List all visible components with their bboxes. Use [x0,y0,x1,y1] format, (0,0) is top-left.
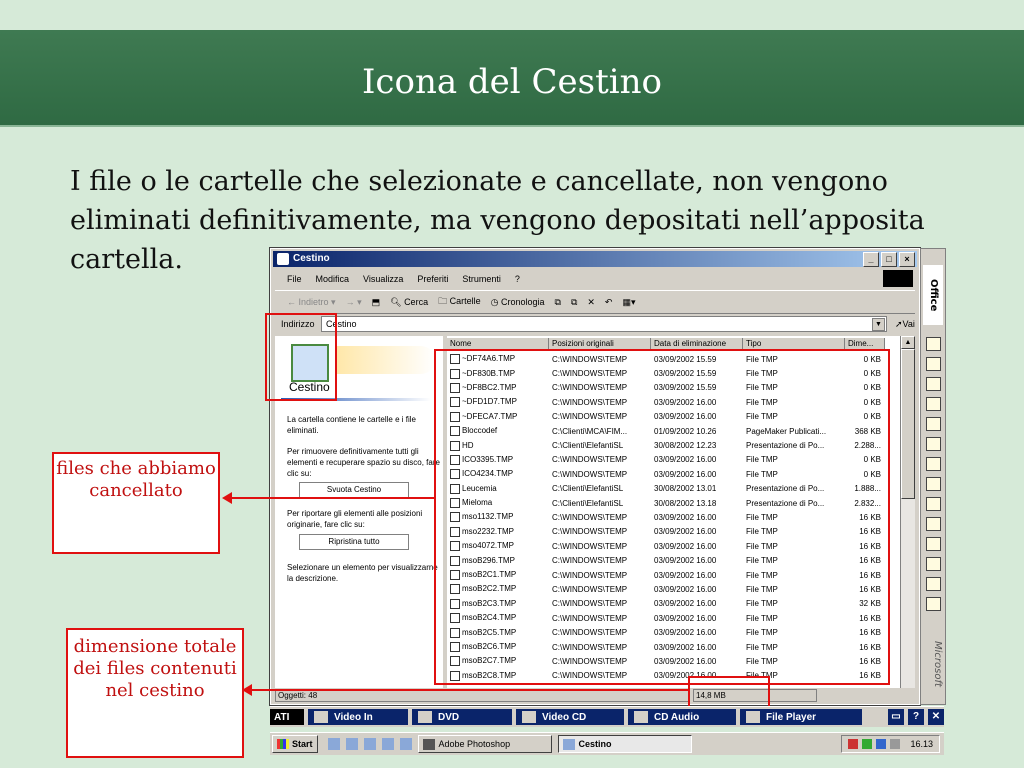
file-type: File TMP [746,599,778,609]
file-deletion-date: 03/09/2002 16.00 [654,599,717,609]
start-button[interactable] [272,735,318,753]
menu-visualizza[interactable]: Visualizza [363,274,404,284]
file-name-text: msoB2C8.TMP [462,670,517,680]
dvd-button[interactable] [412,709,512,725]
cd-audio-icon [634,711,648,723]
file-original-location: C:\WINDOWS\TEMP [552,599,628,609]
recycle-bin-task-icon [563,739,575,750]
file-size: 16 KB [859,556,881,566]
file-name-text: msoB2C4.TMP [462,613,517,623]
file-original-location: C:\WINDOWS\TEMP [552,613,628,623]
file-original-location: C:\WINDOWS\TEMP [552,354,628,364]
highlight-total-size [688,676,770,708]
file-deletion-date: 03/09/2002 16.00 [654,412,717,422]
file-type: File TMP [746,512,778,522]
system-tray [841,735,940,753]
quick-launch [328,738,412,750]
maximize-button[interactable]: □ [881,252,897,267]
file-deletion-date: 30/08/2002 12.23 [654,441,717,451]
file-name-text: msoB2C6.TMP [462,642,517,652]
file-size: 16 KB [859,584,881,594]
file-original-location: C:\WINDOWS\TEMP [552,455,628,465]
file-name-text: msoB296.TMP [462,555,515,565]
file-type: File TMP [746,541,778,551]
file-name-text: ~DFD1D7.TMP [462,397,517,407]
file-player-button[interactable] [740,709,862,725]
file-size: 16 KB [859,570,881,580]
file-size: 0 KB [863,397,881,407]
file-original-location: C:\Clienti\ElefantiSL [552,498,624,508]
file-name-text: ICO4234.TMP [462,469,514,479]
contact-icon[interactable] [926,397,941,411]
file-type: Presentazione di Po... [746,498,825,508]
microsoft-brand: Microsoft [932,641,943,687]
address-bar [275,314,915,334]
task-cestino[interactable] [558,735,692,753]
file-deletion-date: 03/09/2002 15.59 [654,354,717,364]
file-name-text: mso4072.TMP [462,541,515,551]
task-photoshop-label: Adobe Photoshop [438,739,511,749]
file-name-text: msoB2C1.TMP [462,570,517,580]
help-icon[interactable]: ? [908,709,924,725]
callout-total-size-text: dimensione totale dei files contenuti nel cestino [73,636,237,701]
arrow-head-deleted-files [222,492,232,504]
column-original-location[interactable]: Posizioni originali [549,338,651,350]
file-name-text: msoB2C7.TMP [462,656,517,666]
file-type: File TMP [746,369,778,379]
file-deletion-date: 03/09/2002 16.00 [654,469,717,479]
back-button[interactable]: ← Indietro ▾ [287,296,336,307]
file-type: File TMP [746,412,778,422]
history-label: Cronologia [500,296,545,307]
delete-icon[interactable]: ✕ [587,296,595,307]
photoshop-icon [423,739,435,750]
file-deletion-date: 03/09/2002 16.00 [654,455,717,465]
file-size: 2.288... [854,441,881,451]
file-original-location: C:\WINDOWS\TEMP [552,671,628,681]
header-swoosh [335,346,435,374]
file-original-location: C:\Clienti\ElefantiSL [552,484,624,494]
file-type: File TMP [746,455,778,465]
close-button[interactable]: × [899,252,915,267]
file-original-location: C:\WINDOWS\TEMP [552,584,628,594]
file-type: File TMP [746,527,778,537]
file-size: 368 KB [854,426,881,436]
file-deletion-date: 03/09/2002 16.00 [654,656,717,666]
up-folder-icon[interactable]: ⬒ [371,296,381,307]
video-cd-icon [522,711,536,723]
search-label: Cerca [404,296,429,307]
access-icon[interactable] [926,517,941,531]
file-deletion-date: 03/09/2002 15.59 [654,369,717,379]
file-type: PageMaker Publicati... [746,426,827,436]
info-restore-desc: Per riportare gli elementi alle posizioni originarie, fare clic su: [287,509,423,529]
ql-icon-3[interactable] [364,738,376,750]
file-size: 16 KB [859,628,881,638]
file-name-text: mso2232.TMP [462,526,515,536]
open-document-icon[interactable] [926,357,941,371]
file-deletion-date: 03/09/2002 16.00 [654,541,717,551]
new-document-icon[interactable] [926,337,941,351]
file-original-location: C:\WINDOWS\TEMP [552,383,628,393]
file-original-location: C:\WINDOWS\TEMP [552,642,628,652]
file-type: File TMP [746,613,778,623]
window-title: Cestino [293,253,330,264]
file-deletion-date: 03/09/2002 16.00 [654,671,717,681]
cd-audio-button[interactable] [628,709,736,725]
file-size: 2.832... [854,498,881,508]
go-button[interactable]: ➚Vai [895,318,915,329]
forward-button[interactable]: → ▾ [345,296,362,307]
highlight-bin-icon [265,313,337,401]
windows-flag-icon [277,739,289,749]
callout-total-size [66,628,244,758]
file-type: File TMP [746,556,778,566]
info-title: Cestino [289,380,330,394]
file-size: 0 KB [863,412,881,422]
ati-logo-icon[interactable]: ATI [270,709,304,725]
clock: 16.13 [910,739,933,749]
file-type: File TMP [746,584,778,594]
slide-body-text: I file o le cartelle che selezionate e cancellate, non vengono eliminati definitivamente, ma vengono depositati nell’apposita cartella. [70,166,925,275]
callout-deleted-files-text: files che abbiamo cancellato [56,458,216,501]
ql-icon-5[interactable] [400,738,412,750]
video-cd-label: Video CD [542,711,587,723]
file-type: File TMP [746,656,778,666]
column-name[interactable]: Nome [447,338,549,350]
file-type: File TMP [746,628,778,638]
file-original-location: C:\Clienti\ElefantiSL [552,441,624,451]
file-size: 16 KB [859,671,881,681]
address-input[interactable] [321,316,887,332]
file-name-text: ~DF8BC2.TMP [462,383,517,393]
file-type: Presentazione di Po... [746,441,825,451]
office-label[interactable]: Office [923,265,943,325]
file-name-text: ICO3395.TMP [462,455,514,465]
file-name-text: msoB2C5.TMP [462,627,517,637]
move-to-icon[interactable]: ⧉ [554,296,561,307]
file-size: 16 KB [859,541,881,551]
arrow-deleted-files [232,497,436,499]
folders-label: Cartelle [449,296,481,306]
file-name-text: msoB2C2.TMP [462,584,517,594]
file-deletion-date: 03/09/2002 16.00 [654,613,717,623]
ql-icon-2[interactable] [346,738,358,750]
restore-all-button[interactable]: Ripristina tutto [299,534,409,550]
menu-help[interactable]: ? [514,274,520,284]
back-label: Indietro [298,296,329,307]
file-deletion-date: 03/09/2002 16.00 [654,397,717,407]
video-cd-button[interactable] [516,709,624,725]
file-size: 1.888... [854,484,881,494]
search-button[interactable]: 🔍︎ Cerca [390,296,429,307]
file-deletion-date: 30/08/2002 13.01 [654,484,717,494]
media-bar [270,706,944,727]
arrow-head-total-size [242,684,252,696]
cd-audio-label: CD Audio [654,711,700,723]
file-deletion-date: 03/09/2002 16.00 [654,584,717,594]
file-name-text: ~DFECA7.TMP [462,411,518,421]
file-original-location: C:\WINDOWS\TEMP [552,570,628,580]
file-original-location: C:\WINDOWS\TEMP [552,527,628,537]
file-deletion-date: 03/09/2002 16.00 [654,512,717,522]
file-size: 0 KB [863,369,881,379]
dvd-label: DVD [438,711,460,723]
slide-title: Icona del Cestino [362,62,662,102]
file-name-text: ~DF74A6.TMP [462,354,516,364]
file-size: 16 KB [859,512,881,522]
start-label: Start [292,739,313,749]
menu-strumenti[interactable]: Strumenti [462,274,501,284]
excel-icon[interactable] [926,577,941,591]
file-name-text: Mieloma [462,498,493,508]
file-original-location: C:\WINDOWS\TEMP [552,512,628,522]
file-original-location: C:\WINDOWS\TEMP [552,628,628,638]
journal-icon[interactable] [926,477,941,491]
minimize-button[interactable]: _ [863,252,879,267]
address-value: Cestino [326,319,357,329]
file-name-text: msoB2C3.TMP [462,598,517,608]
file-type: File TMP [746,383,778,393]
tray-icon-3[interactable] [876,739,886,749]
menubar [275,270,915,288]
go-label: Vai [902,318,915,329]
file-type: File TMP [746,354,778,364]
menu-modifica[interactable]: Modifica [315,274,350,284]
file-size: 0 KB [863,354,881,364]
menu-preferiti[interactable]: Preferiti [417,274,449,284]
video-in-icon [314,711,328,723]
file-original-location: C:\WINDOWS\TEMP [552,412,628,422]
file-type: File TMP [746,570,778,580]
file-original-location: C:\WINDOWS\TEMP [552,541,628,551]
calendar-icon[interactable] [926,457,941,471]
empty-bin-button[interactable]: Svuota Cestino [299,482,409,498]
folders-button[interactable]: 🗀 Cartelle [438,296,481,306]
file-name-text: HD [462,440,474,450]
file-original-location: C:\WINDOWS\TEMP [552,469,628,479]
file-deletion-date: 03/09/2002 16.00 [654,556,717,566]
file-original-location: C:\WINDOWS\TEMP [552,556,628,566]
copy-to-icon[interactable]: ⧉ [570,296,578,307]
file-size: 0 KB [863,455,881,465]
file-deletion-date: 01/09/2002 10.26 [654,426,717,436]
task-photoshop[interactable] [418,735,552,753]
task-icon[interactable] [926,417,941,431]
dvd-icon [418,711,432,723]
office-shortcut-bar [920,248,946,705]
word-icon[interactable] [926,557,941,571]
message-icon[interactable] [926,497,941,511]
address-dropdown-icon[interactable]: ▼ [872,318,885,331]
menu-file[interactable]: File [287,274,302,284]
scroll-thumb[interactable] [901,349,915,499]
file-player-icon [746,711,760,723]
file-original-location: C:\WINDOWS\TEMP [552,369,628,379]
video-in-label: Video In [334,711,373,723]
window-titlebar[interactable] [273,251,917,267]
tray-icon-2[interactable] [862,739,872,749]
column-size[interactable]: Dime... [845,338,885,350]
file-name-text: mso1132.TMP [462,512,514,522]
windows-logo-icon [883,270,913,287]
file-type: Presentazione di Po... [746,484,825,494]
file-deletion-date: 03/09/2002 16.00 [654,570,717,580]
file-size: 16 KB [859,527,881,537]
file-deletion-date: 03/09/2002 16.00 [654,642,717,652]
file-name-text: ~DF830B.TMP [462,368,516,378]
file-size: 16 KB [859,656,881,666]
restore-bar-icon[interactable]: ▭ [888,709,904,725]
file-player-label: File Player [766,711,817,723]
file-original-location: C:\WINDOWS\TEMP [552,656,628,666]
powerpoint-icon[interactable] [926,537,941,551]
status-total-size: 14,8 MB [693,689,817,702]
file-type: File TMP [746,671,778,681]
task-cestino-label: Cestino [578,739,612,749]
file-deletion-date: 30/08/2002 13.18 [654,498,717,508]
file-deletion-date: 03/09/2002 16.00 [654,527,717,537]
file-original-location: C:\Clienti\MCA\FIM... [552,426,628,436]
arrow-total-size [252,689,690,691]
file-deletion-date: 03/09/2002 15.59 [654,383,717,393]
toolbar [275,290,915,314]
file-name-text: Leucemia [462,483,497,493]
ql-icon-1[interactable] [328,738,340,750]
info-empty-desc: Per rimuovere definitivamente tutti gli elementi e recuperare spazio su disco, fare clic su: [287,447,440,478]
file-deletion-date: 03/09/2002 16.00 [654,628,717,638]
highlight-file-list [434,349,890,685]
info-desc: La cartella contiene le cartelle e i file eliminati. [287,415,416,435]
info-select-desc: Selezionare un elemento per visualizzarne la descrizione. [287,563,438,583]
file-size: 16 KB [859,642,881,652]
file-name-text: Bloccodef [462,426,498,436]
file-size: 0 KB [863,469,881,479]
callout-deleted-files [52,452,220,554]
taskbar [270,732,944,755]
volume-icon[interactable] [890,739,900,749]
status-object-count: Oggetti: 48 [275,689,689,702]
video-in-button[interactable] [308,709,408,725]
scroll-up-icon[interactable]: ▲ [901,336,915,349]
close-bar-icon[interactable]: ✕ [928,709,944,725]
history-button[interactable]: ◷ Cronologia [490,296,545,307]
tray-icon-1[interactable] [848,739,858,749]
file-type: File TMP [746,469,778,479]
file-original-location: C:\WINDOWS\TEMP [552,397,628,407]
recycle-bin-icon [277,253,289,265]
file-size: 32 KB [859,599,881,609]
views-icon[interactable]: ▦▾ [622,296,636,307]
note-icon[interactable] [926,437,941,451]
vertical-scrollbar[interactable] [900,336,915,688]
address-label: Indirizzo [281,319,315,329]
column-deletion-date[interactable]: Data di eliminazione [651,338,743,350]
column-type[interactable]: Tipo [743,338,845,350]
publisher-icon[interactable] [926,597,941,611]
undo-icon[interactable]: ↶ [604,296,613,307]
file-type: File TMP [746,397,778,407]
ql-icon-4[interactable] [382,738,394,750]
file-size: 16 KB [859,613,881,623]
outlook-icon[interactable] [926,377,941,391]
file-size: 0 KB [863,383,881,393]
file-type: File TMP [746,642,778,652]
